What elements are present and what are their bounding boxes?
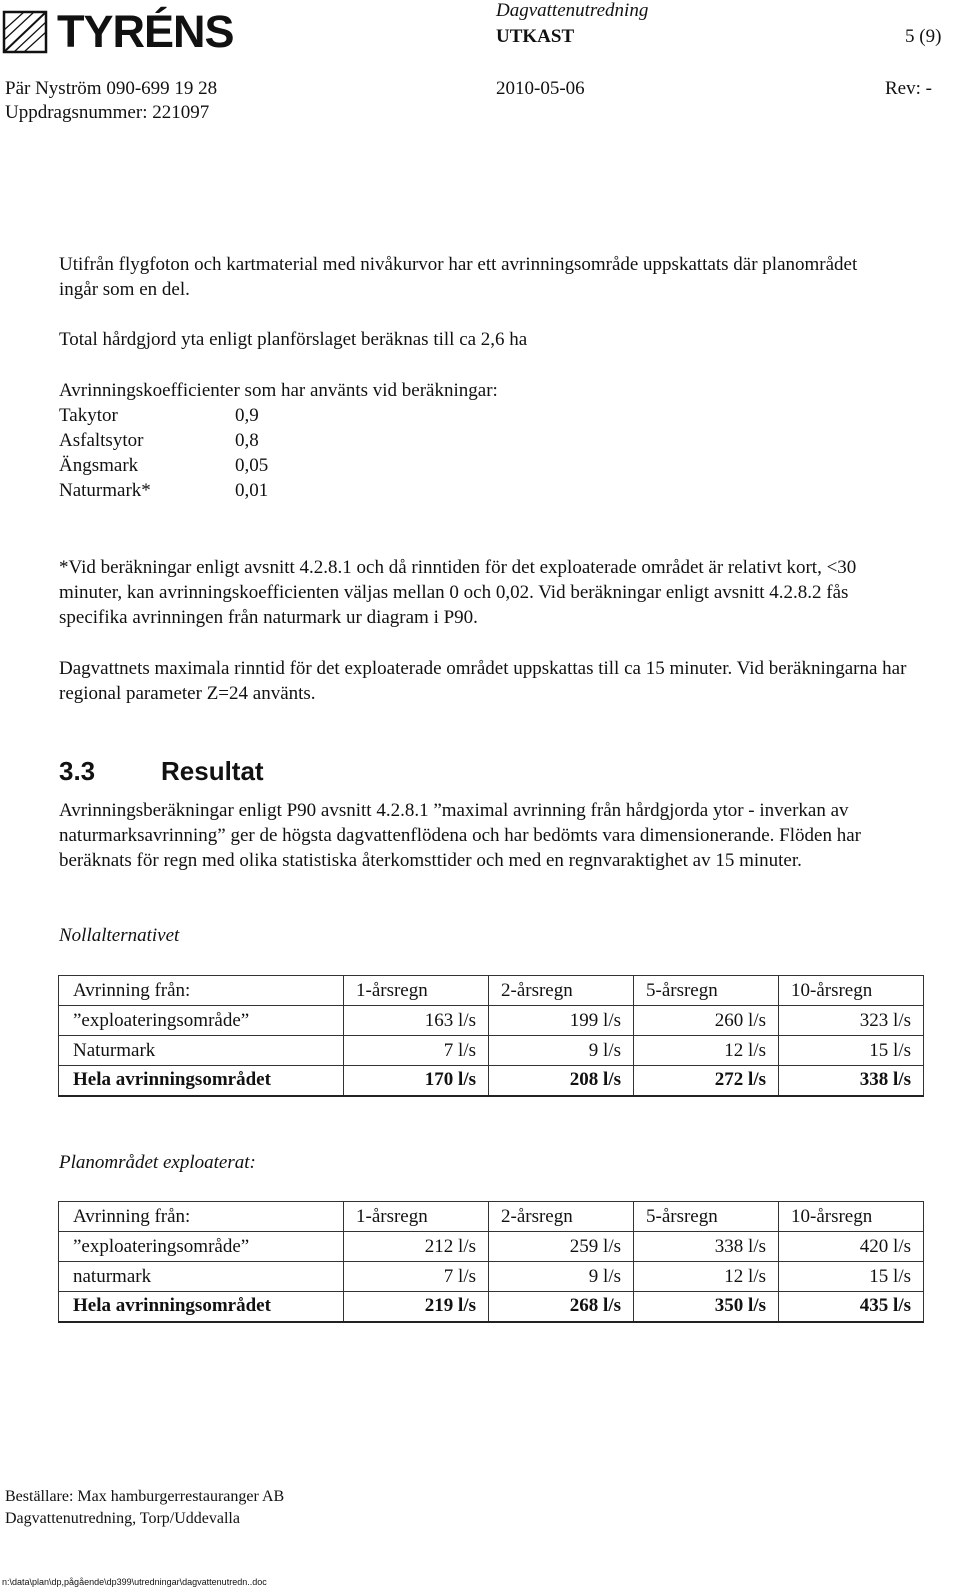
table-cell: 272 l/s	[634, 1066, 779, 1096]
row-label: ”exploateringsområde”	[59, 1232, 344, 1262]
coefficient-value: 0,05	[235, 455, 269, 476]
header-cell: 10-årsregn	[779, 976, 924, 1006]
header-cell: 2-årsregn	[489, 976, 634, 1006]
coefficient-name: Asfaltsytor	[59, 430, 144, 451]
logo-wordmark: TYRÉNS	[57, 6, 234, 57]
results-paragraph: Avrinningsberäkningar enligt P90 avsnitt 4.2.8.1 ”maximal avrinning från hårdgjorda ytor - inverkan av naturmarksavrinning” ger de högsta dagvattenflödena och har bedömts vara dimensionerande. Flöden har beräknats för regn med olika statistiska återkomsttider och med en regnvaraktighet av 15 minuter.	[59, 800, 861, 871]
table-cell: 338 l/s	[634, 1232, 779, 1262]
table-nollalternativet	[58, 975, 924, 1097]
table-cell: 323 l/s	[779, 1006, 924, 1036]
footer-client: Beställare: Max hamburgerrestauranger AB	[5, 1488, 285, 1505]
project-number: Uppdragsnummer: 221097	[5, 102, 210, 123]
footer-file-path: n:\data\plan\dp,pågående\dp399\utredningar\dagvattenutredn..doc	[2, 1577, 267, 1587]
document-date: 2010-05-06	[496, 78, 585, 99]
header-cell: 2-årsregn	[489, 1202, 634, 1232]
table-cell: 170 l/s	[344, 1066, 489, 1096]
section-number: 3.3	[59, 756, 96, 786]
logo-mark-icon	[2, 10, 48, 54]
row-label: ”exploateringsområde”	[59, 1006, 344, 1036]
coefficient-value: 0,01	[235, 480, 269, 501]
table-cell: 9 l/s	[489, 1036, 634, 1066]
revision: Rev: -	[885, 78, 932, 99]
section-heading	[59, 756, 264, 787]
table-cell: 15 l/s	[779, 1036, 924, 1066]
table-row	[59, 1232, 924, 1262]
header-cell: 1-årsregn	[344, 976, 489, 1006]
runtime-paragraph: Dagvattnets maximala rinntid för det exploaterade området uppskattas till ca 15 minuter. Vid beräkningarna har regional parameter Z=24 använts.	[59, 658, 907, 704]
table-cell: 163 l/s	[344, 1006, 489, 1036]
table-cell: 7 l/s	[344, 1036, 489, 1066]
row-label: Naturmark	[59, 1036, 344, 1066]
table-header-row	[59, 976, 924, 1006]
table-cell: 435 l/s	[779, 1292, 924, 1322]
table-cell: 212 l/s	[344, 1232, 489, 1262]
coefficient-name: Ängsmark	[59, 455, 139, 476]
table-cell: 219 l/s	[344, 1292, 489, 1322]
table2-caption: Planområdet exploaterat:	[59, 1152, 256, 1173]
coefficient-value: 0,8	[235, 430, 259, 451]
table1-caption: Nollalternativet	[59, 925, 180, 946]
table-row	[59, 1006, 924, 1036]
table-cell: 12 l/s	[634, 1036, 779, 1066]
page-number: 5 (9)	[905, 26, 942, 47]
coefficients-intro: Avrinningskoefficienter som har använts vid beräkningar:	[59, 380, 498, 401]
document-name: Dagvattenutredning	[496, 0, 649, 21]
coefficient-name: Naturmark*	[59, 480, 151, 501]
table-row	[59, 1262, 924, 1292]
table-cell: 260 l/s	[634, 1006, 779, 1036]
table-cell: 208 l/s	[489, 1066, 634, 1096]
header-cell: 5-årsregn	[634, 1202, 779, 1232]
table-total-row	[59, 1292, 924, 1322]
table-total-row	[59, 1066, 924, 1096]
row-label: naturmark	[59, 1262, 344, 1292]
table-cell: 15 l/s	[779, 1262, 924, 1292]
table-cell: 259 l/s	[489, 1232, 634, 1262]
table-cell: 268 l/s	[489, 1292, 634, 1322]
table-cell: 420 l/s	[779, 1232, 924, 1262]
table-header-row	[59, 1202, 924, 1232]
table-cell: 338 l/s	[779, 1066, 924, 1096]
table-row	[59, 1036, 924, 1066]
table-cell: 12 l/s	[634, 1262, 779, 1292]
company-logo	[2, 8, 242, 56]
coefficient-value: 0,9	[235, 405, 259, 426]
table-cell: 9 l/s	[489, 1262, 634, 1292]
table-cell: 7 l/s	[344, 1262, 489, 1292]
table-cell: 199 l/s	[489, 1006, 634, 1036]
coefficient-name: Takytor	[59, 405, 118, 426]
table-cell: 350 l/s	[634, 1292, 779, 1322]
document-status: UTKAST	[496, 26, 575, 47]
footer-title: Dagvattenutredning, Torp/Uddevalla	[5, 1510, 240, 1527]
header-cell: 10-årsregn	[779, 1202, 924, 1232]
header-cell: Avrinning från:	[59, 1202, 344, 1232]
footnote-paragraph: *Vid beräkningar enligt avsnitt 4.2.8.1 och då rinntiden för det exploaterade området är relativt kort, <30 minuter, kan avrinningskoefficienten väljas mellan 0 och 0,02. Vid beräkningar enligt avsnitt 4.2.8.2 fås specifika avrinningen från naturmark ur diagram i P90.	[59, 557, 857, 628]
author-contact: Pär Nyström 090-699 19 28	[5, 78, 218, 99]
header-cell: 1-årsregn	[344, 1202, 489, 1232]
intro-paragraph: Utifrån flygfoton och kartmaterial med nivåkurvor har ett avrinningsområde uppskattats där planområdet ingår som en del.	[59, 254, 858, 300]
header-cell: Avrinning från:	[59, 976, 344, 1006]
row-label: Hela avrinningsområdet	[59, 1066, 344, 1096]
header-cell: 5-årsregn	[634, 976, 779, 1006]
section-title: Resultat	[161, 756, 264, 786]
hard-surface-paragraph: Total hårdgjord yta enligt planförslaget beräknas till ca 2,6 ha	[59, 329, 528, 350]
row-label: Hela avrinningsområdet	[59, 1292, 344, 1322]
table-planomradet-exploaterat	[58, 1201, 924, 1323]
